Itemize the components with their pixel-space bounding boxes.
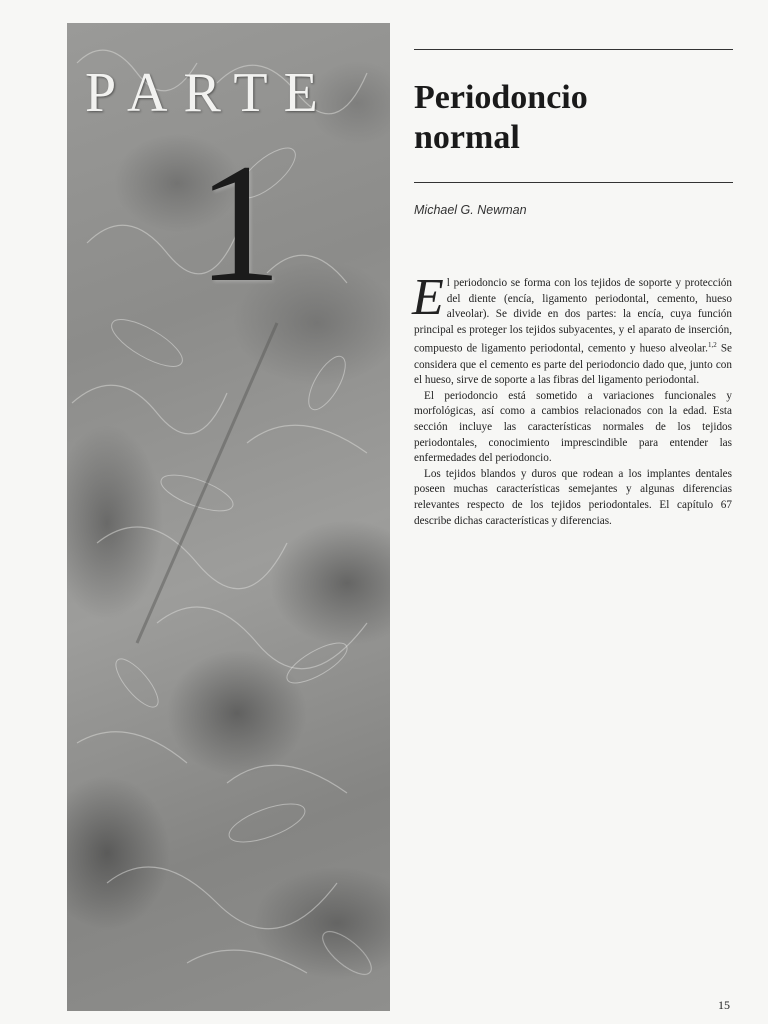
part-number: 1 [197, 129, 282, 317]
paragraph-1-end: Se considera que el cemento es parte del periodoncio dado que, junto con el hueso, sirve de soporte a las fibras del ligamento periodontal. [414, 343, 732, 387]
chapter-title-line2: normal [414, 119, 520, 156]
reference-superscript: 1,2 [707, 341, 717, 350]
intro-text [412, 269, 732, 529]
chapter-title [414, 78, 734, 158]
title-rule [414, 182, 733, 183]
author-name: Michael G. Newman [414, 203, 527, 217]
paragraph-3: Los tejidos blandos y duros que rodean a los implantes dentales poseen muchas características semejantes y algunas diferencias relevantes respecto de los tejidos periodontales. El capítulo 67 describe dichas características y diferencias. [414, 467, 732, 527]
paragraph-2: El periodoncio está sometido a variaciones funcionales y morfológicas, así como a cambios relacionados con la edad. Esta sección incluye las características normales de los tejidos periodontales, conocimiento imprescindible para entender las enfermedades del periodoncio. [414, 389, 732, 465]
paragraph-1 [412, 269, 732, 389]
chapter-title-line1: Periodoncio [414, 79, 588, 116]
page-number: 15 [718, 998, 730, 1012]
part-label: PARTE [85, 62, 334, 124]
part-cover-image [67, 23, 390, 1011]
top-rule [414, 49, 733, 50]
drop-cap: E [412, 269, 444, 326]
paragraph-1-text: l periodoncio se forma con los tejidos de soporte y protección del diente (encía, ligamento periodontal, cemento, hueso alveolar). Se divide en dos partes: la encía, cuya función principal es proteger los tejidos subyacentes, y el aparato de inserción, compuesto de ligamento periodontal, cemento y hueso alveolar. [414, 277, 732, 356]
